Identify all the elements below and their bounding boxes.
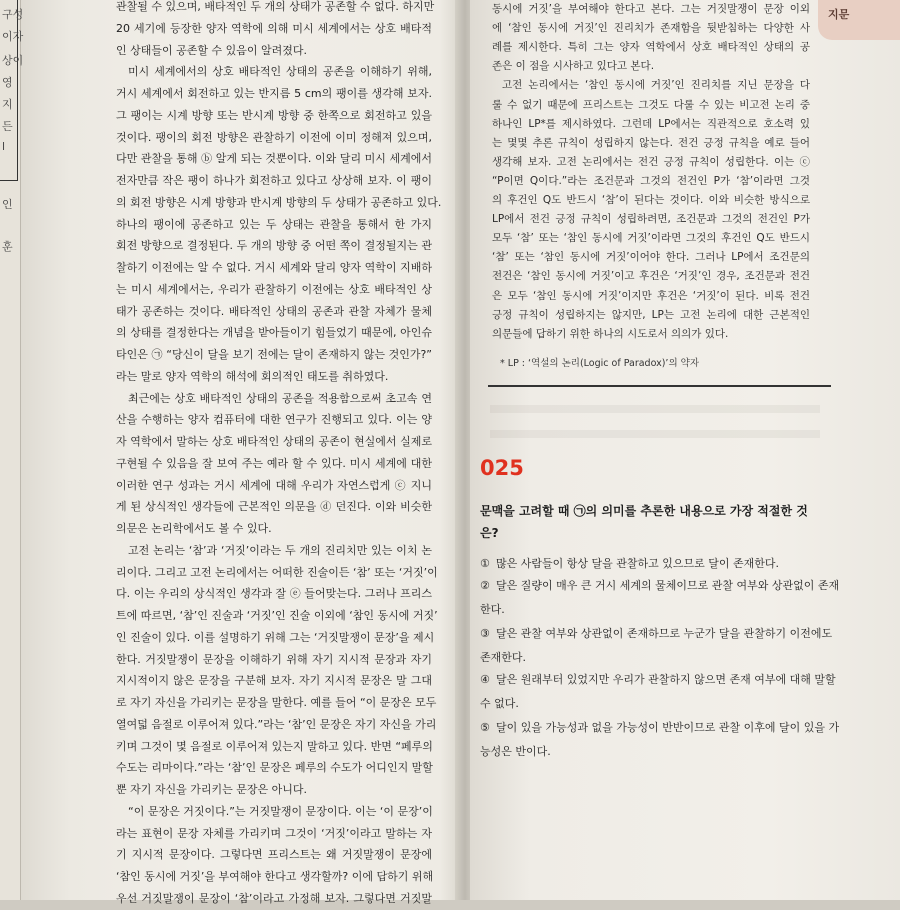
option-text: 달이 있을 가능성과 없을 가능성이 반반이므로 관찰 이후에 달이 있을 가능성은 반이다. <box>480 721 840 758</box>
passage-line: 타인은 ㉠ “당신이 달을 보기 전에는 달이 존재하지 않는 것인가?” <box>116 348 432 361</box>
passage-line: 것이다. 팽이의 회전 방향은 관찰하기 이전에 이미 정해져 있으며, <box>116 130 432 144</box>
passage-line: 그 팽이는 시계 방향 또는 반시계 방향 중 한쪽으로 회전하고 있을 <box>116 108 432 122</box>
answer-option[interactable] <box>480 668 840 716</box>
passage-line: 긍정 규칙이 성립하지는 않지만, LP는 고전 논리에 대한 근본적인 <box>492 308 810 321</box>
passage-line: 미시 세계에서의 상호 배타적인 상태의 공존을 이해하기 위해, <box>128 65 432 79</box>
option-text: 달은 관찰 여부와 상관없이 존재하므로 누군가 달을 관찰하기 이전에도 존재한다. <box>480 627 833 664</box>
passage-line: 하나인 LP*를 제시하였다. 그런데 LP에서는 직관적으로 호소력 있 <box>492 117 810 130</box>
passage-line: 뿐 자기 자신을 가리키는 문장은 아니다. <box>116 783 307 796</box>
answer-option[interactable] <box>480 716 840 764</box>
option-number: ③ <box>480 627 490 640</box>
passage-line: 모두 ‘참’ 또는 ‘참인 동시에 거짓’이라면 그것의 후건인 Q도 반드시 <box>492 232 810 245</box>
passage-line: 의문은 논리학에서도 볼 수 있다. <box>116 522 272 535</box>
passage-line: 구현될 수 있음을 잘 보여 주는 예라 할 수 있다. 미시 세계에 대한 <box>116 456 432 470</box>
passage-line: 우선 거짓말쟁이 문장이 ‘참’이라고 가정해 보자. 그렇다면 거짓말 <box>116 891 432 905</box>
answer-option[interactable] <box>480 552 840 576</box>
passage-line: 의 회전 방향은 시계 방향과 반시계 방향의 두 상태가 공존하고 있다. <box>116 195 442 209</box>
passage-line: 리이다. 그리고 고전 논리에서는 어떠한 진술이든 ‘참’ 또는 ‘거짓’이 <box>116 565 438 579</box>
passage-line: 하나의 팽이에 공존하고 있는 두 상태는 관찰을 통해서 한 가지 <box>116 217 432 231</box>
passage-line: 태가 공존하는 것이다. 배타적인 상태의 공존과 관찰 자체가 물체 <box>116 304 432 318</box>
section-divider <box>488 385 831 387</box>
passage-line: 트에 따르면, ‘참’인 진술과 ‘거짓’인 진술 이외에 ‘참인 동시에 거짓’ <box>116 609 438 622</box>
passage-line: 20 세기에 등장한 양자 역학에 의해 미시 세계에서는 상호 배타적 <box>116 21 432 35</box>
passage-line: 의문들에 답하기 위한 하나의 시도로서 의의가 있다. <box>492 327 729 340</box>
passage-line: 전자만큼 작은 팽이 하나가 회전하고 있다고 상상해 보자. 이 팽이 <box>116 174 432 187</box>
passage-line: LP에서 전건 긍정 규칙이 성립하려면, 조건문과 그것의 전건인 P가 <box>492 213 810 226</box>
previous-page-fragment: 든 <box>2 120 13 133</box>
passage-line: 산을 수행하는 양자 컴퓨터에 대한 연구가 진행되고 있다. 이는 양 <box>116 413 432 427</box>
show-through-text <box>490 430 820 438</box>
passage-line: 생각해 보자. 고전 논리에서는 전건 긍정 규칙이 성립한다. 이는 ⓒ <box>492 155 810 168</box>
option-number: ① <box>480 557 490 570</box>
passage-line: 라는 표현이 문장 자체를 가리키며 그것이 ‘거짓’이라고 말하는 자 <box>116 826 432 840</box>
passage-line: 한다. 거짓말쟁이 문장을 이해하기 위해 자기 지시적 문장과 자기 <box>116 652 432 666</box>
passage-line: 룰 수 없기 때문에 프리스트는 그것도 다룰 수 있는 비고전 논리 중 <box>492 98 810 111</box>
passage-line: 전건은 ‘참인 동시에 거짓’이고 후건은 ‘거짓’인 경우, 조건문과 전건 <box>492 270 810 283</box>
previous-page-fragment: 인 <box>2 198 13 211</box>
passage-line: 의 상태를 결정한다는 개념을 받아들이기 힘들었기 때문에, 아인슈 <box>116 326 432 340</box>
passage-line: 열여덟 음절로 이루어져 있다.”라는 ‘참’인 문장은 자기 자신을 가리 <box>116 717 437 731</box>
passage-line: 는 몇몇 추론 규칙이 성립하지 않는다. 전건 긍정 규칙을 예로 들어 <box>492 136 810 149</box>
question-prompt: 문맥을 고려할 때 ㉠의 의미를 추론한 내용으로 가장 적절한 것은? <box>480 504 808 540</box>
passage-line: 고전 논리는 ‘참’과 ‘거짓’이라는 두 개의 진리치만 있는 이치 논 <box>128 543 432 557</box>
answer-option[interactable] <box>480 574 840 622</box>
passage-line: 키며 그것이 몇 음절로 이루어져 있는지 말하고 있다. 반면 “페루의 <box>116 739 433 753</box>
passage-line: 게 된 상식적인 생각들에 근본적인 의문을 ⓓ 던진다. 이와 비슷한 <box>116 500 432 514</box>
previous-page-fragment: l <box>2 140 6 153</box>
show-through-text <box>490 405 820 413</box>
previous-page-edge <box>0 0 24 900</box>
passage-line: 라는 말로 양자 역학의 해석에 회의적인 태도를 취하였다. <box>116 369 389 383</box>
previous-page-fragment: 지 <box>2 98 13 111</box>
answer-option[interactable] <box>480 622 840 670</box>
passage-line: 이러한 연구 성과는 거시 세계에 대해 우리가 자연스럽게 ⓒ 지니 <box>116 478 432 492</box>
passage-line: 인 상태들이 공존할 수 있음이 알려졌다. <box>116 43 307 57</box>
option-text: 많은 사람들이 항상 달을 관찰하고 있으므로 달이 존재한다. <box>496 557 779 570</box>
passage-line: 인 진술이 있다. 이를 설명하기 위해 그는 ‘거짓말쟁이 문장’을 제시 <box>116 630 435 644</box>
passage-line: 례를 제시한다. 특히 그는 양자 역학에서 상호 배타적인 상태의 공 <box>492 41 810 54</box>
passage-line: 기 지시적 문장이다. 그렇다면 프리스트는 왜 거짓말쟁이 문장에 <box>116 848 432 862</box>
previous-page-fragment: 영 <box>2 76 13 89</box>
passage-line: 존은 이 점을 시사하고 있다고 본다. <box>492 60 655 73</box>
passage-line: 고전 논리에서는 ‘참인 동시에 거짓’인 진리치를 지닌 문장을 다 <box>502 79 810 92</box>
footnote: * LP : ‘역설의 논리(Logic of Paradox)’의 약자 <box>500 358 699 369</box>
previous-page-fragment: 훈 <box>2 240 13 253</box>
passage-line: 의 후건인 Q도 반드시 ‘참’이 된다는 것이다. 이와 비슷한 방식으로 <box>492 194 810 206</box>
option-text: 달은 질량이 매우 큰 거시 세계의 물체이므로 관찰 여부와 상관없이 존재한다. <box>480 579 840 616</box>
passage-line: 수도는 리마이다.”라는 ‘참’인 문장은 페루의 수도가 어디인지 말할 <box>116 761 433 775</box>
passage-line: ‘참인 동시에 거짓’을 부여해야 한다고 생각할까? 이에 답하기 위해 <box>116 870 434 883</box>
passage-line: 찰하기 이전에는 알 수 없다. 거시 세계와 달리 양자 역학이 지배하 <box>116 261 432 274</box>
passage-line: 거시 세계에서 회전하고 있는 반지름 5 cm의 팽이를 생각해 보자. <box>116 87 432 100</box>
previous-page-fragment: 구성 <box>2 8 24 21</box>
option-number: ② <box>480 579 490 592</box>
passage-line: 지시적이지 않은 문장을 구분해 보자. 자기 지시적 문장은 말 그대 <box>116 674 432 688</box>
passage-line: 자 역학에서 말하는 상호 배타적인 상태의 공존이 현실에서 실제로 <box>116 435 432 448</box>
passage-line: 다. 이는 우리의 상식적인 생각과 잘 ⓔ 들어맞는다. 그러나 프리스 <box>116 587 432 601</box>
passage-line: 는 미시 세계에서는, 우리가 관찰하기 이전에는 상호 배타적인 상 <box>116 282 432 296</box>
passage-line: 에 ‘참인 동시에 거짓’인 진리치가 존재함을 뒷받침하는 다양한 사 <box>492 22 810 35</box>
passage-line: “P이면 Q이다.”라는 조건문과 그것의 전건인 P가 ‘참’이라면 그것 <box>492 174 810 187</box>
passage-line: 관찰될 수 있으며, 배타적인 두 개의 상태가 공존할 수 없다. 하지만 <box>116 0 435 13</box>
passage-line: 다만 관찰을 통해 ⓑ 알게 되는 것뿐이다. 이와 달리 미시 세계에서 <box>116 152 432 166</box>
passage-line: 회전 방향으로 결정된다. 두 개의 방향 중 어떤 쪽이 결정될지는 관 <box>116 239 432 253</box>
section-tab-label: 지문 <box>828 8 850 21</box>
right-page <box>470 0 900 900</box>
passage-line: ‘참’ 또는 ‘참인 동시에 거짓’이어야 한다. 그러나 LP에서 조건문의 <box>492 251 810 264</box>
option-number: ④ <box>480 673 490 686</box>
passage-line: 동시에 거짓’을 부여해야 한다고 본다. 그는 거짓말쟁이 문장 이외 <box>492 3 810 15</box>
previous-page-fragment: 상이 <box>2 54 24 67</box>
option-text: 달은 원래부터 있었지만 우리가 관찰하지 않으면 존재 여부에 대해 말할 수 없다. <box>480 673 836 710</box>
question-number: 025 <box>480 456 524 480</box>
previous-page-fragment: 이자 <box>2 30 24 43</box>
passage-line: 은 모두 ‘참인 동시에 거짓’이지만 후건은 ‘거짓’이 된다. 비록 전건 <box>492 289 810 302</box>
option-number: ⑤ <box>480 721 490 734</box>
passage-line: 로 자기 자신을 가리키는 문장을 말한다. 예를 들어 “이 문장은 모두 <box>116 696 437 709</box>
passage-line: 최근에는 상호 배타적인 상태의 공존을 적용함으로써 초고속 연 <box>128 391 432 405</box>
passage-line: “이 문장은 거짓이다.”는 거짓말쟁이 문장이다. 이는 ‘이 문장’이 <box>128 804 433 818</box>
